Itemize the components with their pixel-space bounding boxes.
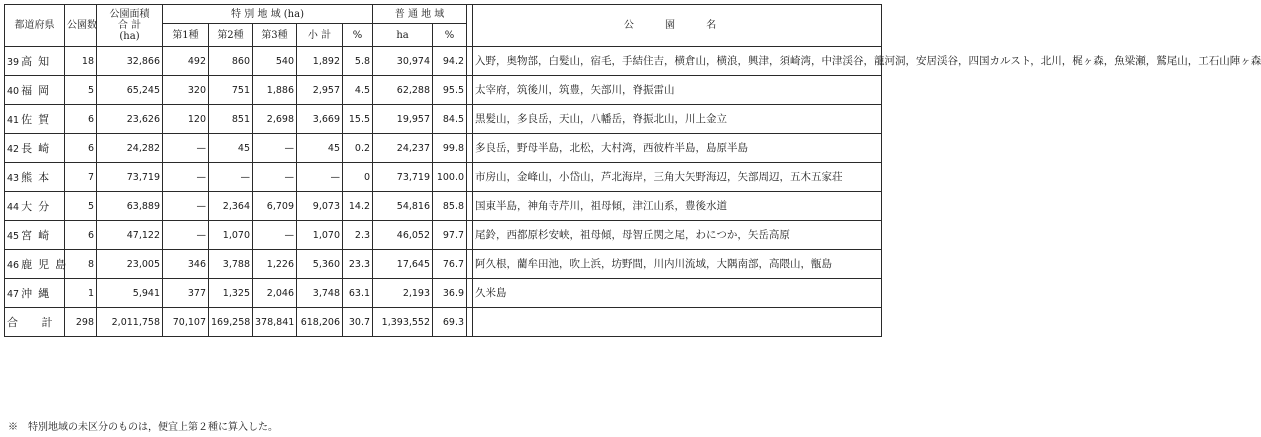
pref-name: 福岡: [21, 84, 56, 97]
park-count-cell: 1: [65, 279, 97, 308]
area-header-line1: 公園面積: [109, 9, 150, 20]
park-names-cell: 尾鈴，西都原杉安峡，祖母傾，母智丘関之尾，わにつか，矢岳高原: [473, 221, 882, 250]
pref-number: 41: [7, 115, 20, 126]
class3-area-cell: —: [253, 221, 297, 250]
special-pct-cell: 0: [343, 163, 373, 192]
pref-number: 40: [7, 86, 20, 97]
park-count-cell: 5: [65, 76, 97, 105]
col-header-special-pct: %: [343, 24, 373, 47]
pref-name: 沖縄: [21, 287, 56, 300]
park-count-cell: 7: [65, 163, 97, 192]
ordinary-area-cell: 73,719: [373, 163, 433, 192]
prefectural-parks-table: [4, 4, 1261, 337]
pref-number: 45: [7, 231, 20, 242]
ordinary-area-cell: 2,193: [373, 279, 433, 308]
special-pct-cell: 14.2: [343, 192, 373, 221]
table-row: [5, 250, 882, 279]
class1-area-cell: 120: [163, 105, 209, 134]
class1-area-cell: —: [163, 192, 209, 221]
table-row: [5, 47, 882, 76]
ordinary-area-cell: 46,052: [373, 221, 433, 250]
ordinary-area-cell: 24,237: [373, 134, 433, 163]
pref-cell: [5, 76, 65, 105]
ordinary-pct-cell: 99.8: [433, 134, 467, 163]
table-row: [5, 76, 882, 105]
park-count-cell: 8: [65, 250, 97, 279]
total-ordinary-pct-cell: 69.3: [433, 308, 467, 337]
special-pct-cell: 4.5: [343, 76, 373, 105]
ordinary-pct-cell: 94.2: [433, 47, 467, 76]
col-header-park-count: 公園数: [65, 5, 97, 47]
col-header-class2: 第2種: [209, 24, 253, 47]
ordinary-area-cell: 54,816: [373, 192, 433, 221]
table-row: [5, 134, 882, 163]
pref-cell: [5, 47, 65, 76]
class3-area-cell: —: [253, 134, 297, 163]
pref-name: 大分: [21, 200, 56, 213]
park-area-cell: 32,866: [97, 47, 163, 76]
class2-area-cell: 860: [209, 47, 253, 76]
park-count-cell: 6: [65, 134, 97, 163]
table-body: [5, 47, 1261, 337]
park-names-cell: 国東半島，神角寺芹川，祖母傾，津江山系，豊後水道: [473, 192, 882, 221]
total-class3-area-cell: 378,841: [253, 308, 297, 337]
pref-name: 宮崎: [21, 229, 56, 242]
class3-area-cell: 1,886: [253, 76, 297, 105]
class1-area-cell: 377: [163, 279, 209, 308]
footnote: ※ 特別地域の未区分のものは，便宜上第２種に算入した。: [8, 422, 278, 433]
area-header-line2: 合 計: [117, 20, 142, 31]
special-pct-cell: 23.3: [343, 250, 373, 279]
special-subtotal-cell: 5,360: [297, 250, 343, 279]
ordinary-pct-cell: 100.0: [433, 163, 467, 192]
pref-cell: [5, 163, 65, 192]
total-special-pct-cell: 30.7: [343, 308, 373, 337]
park-names-cell: 久米島: [473, 279, 882, 308]
class2-area-cell: 2,364: [209, 192, 253, 221]
class2-area-cell: 751: [209, 76, 253, 105]
class2-area-cell: 1,070: [209, 221, 253, 250]
total-label: 合 計: [5, 308, 65, 337]
class2-area-cell: 851: [209, 105, 253, 134]
total-park-count-cell: 298: [65, 308, 97, 337]
park-names-cell: 入野，奥物部，白髪山，宿毛，手結住吉，横倉山，横浪，興津，須崎湾，中津渓谷，龍河洞，安居渓谷，四国カルスト，北川，梶ヶ森，魚梁瀬，鷲尾山，工石山陣ヶ森: [473, 47, 882, 76]
total-park-area-cell: 2,011,758: [97, 308, 163, 337]
ordinary-pct-cell: 84.5: [433, 105, 467, 134]
park-area-cell: 5,941: [97, 279, 163, 308]
class1-area-cell: —: [163, 163, 209, 192]
ordinary-pct-cell: 85.8: [433, 192, 467, 221]
special-pct-cell: 15.5: [343, 105, 373, 134]
special-subtotal-cell: 1,070: [297, 221, 343, 250]
ordinary-pct-cell: 36.9: [433, 279, 467, 308]
total-park-names-cell: [473, 308, 882, 337]
col-header-ordinary: 普 通 地 域: [373, 5, 467, 24]
pref-number: 42: [7, 144, 20, 155]
special-subtotal-cell: 3,748: [297, 279, 343, 308]
class1-area-cell: 492: [163, 47, 209, 76]
total-special-subtotal-cell: 618,206: [297, 308, 343, 337]
table-row: [5, 221, 882, 250]
class2-area-cell: 1,325: [209, 279, 253, 308]
park-area-cell: 63,889: [97, 192, 163, 221]
ordinary-area-cell: 62,288: [373, 76, 433, 105]
class1-area-cell: —: [163, 221, 209, 250]
pref-cell: [5, 192, 65, 221]
pref-number: 47: [7, 289, 20, 300]
special-subtotal-cell: 1,892: [297, 47, 343, 76]
class3-area-cell: 1,226: [253, 250, 297, 279]
park-count-cell: 6: [65, 221, 97, 250]
park-names-cell: 阿久根，藺牟田池，吹上浜，坊野間，川内川流域，大隅南部，高隈山，甑島: [473, 250, 882, 279]
class3-area-cell: 2,046: [253, 279, 297, 308]
table-row: [5, 279, 882, 308]
ordinary-pct-cell: 95.5: [433, 76, 467, 105]
park-area-cell: 47,122: [97, 221, 163, 250]
special-subtotal-cell: —: [297, 163, 343, 192]
class2-area-cell: —: [209, 163, 253, 192]
park-area-cell: 23,005: [97, 250, 163, 279]
pref-name: 長崎: [21, 142, 56, 155]
park-names-cell: 市房山，金峰山，小岱山，芦北海岸，三角大矢野海辺，矢部周辺，五木五家荘: [473, 163, 882, 192]
total-class1-area-cell: 70,107: [163, 308, 209, 337]
table-row: [5, 192, 882, 221]
special-subtotal-cell: 2,957: [297, 76, 343, 105]
special-pct-cell: 5.8: [343, 47, 373, 76]
col-header-ordinary-pct: %: [433, 24, 467, 47]
class2-area-cell: 3,788: [209, 250, 253, 279]
class1-area-cell: 320: [163, 76, 209, 105]
pref-cell: [5, 279, 65, 308]
ordinary-pct-cell: 97.7: [433, 221, 467, 250]
pref-name: 佐賀: [21, 113, 56, 126]
class3-area-cell: 6,709: [253, 192, 297, 221]
park-area-cell: 73,719: [97, 163, 163, 192]
class3-area-cell: 540: [253, 47, 297, 76]
pref-number: 43: [7, 173, 20, 184]
park-area-cell: 23,626: [97, 105, 163, 134]
pref-name: 熊本: [21, 171, 56, 184]
pref-number: 39: [7, 57, 20, 68]
park-count-cell: 18: [65, 47, 97, 76]
park-count-cell: 5: [65, 192, 97, 221]
pref-cell: [5, 134, 65, 163]
special-subtotal-cell: 3,669: [297, 105, 343, 134]
col-header-special: 特 別 地 域 (ha): [163, 5, 373, 24]
park-names-cell: 多良岳，野母半島，北松，大村湾，西彼杵半島，島原半島: [473, 134, 882, 163]
special-pct-cell: 63.1: [343, 279, 373, 308]
ordinary-area-cell: 30,974: [373, 47, 433, 76]
special-subtotal-cell: 9,073: [297, 192, 343, 221]
ordinary-area-cell: 19,957: [373, 105, 433, 134]
col-header-pref: 都道府県: [5, 5, 65, 47]
col-header-class1: 第1種: [163, 24, 209, 47]
pref-name: 高知: [21, 55, 56, 68]
col-header-class3: 第3種: [253, 24, 297, 47]
class1-area-cell: 346: [163, 250, 209, 279]
table-row: [5, 105, 882, 134]
header-row-top: [5, 5, 882, 24]
total-class2-area-cell: 169,258: [209, 308, 253, 337]
pref-name: 鹿児島: [21, 258, 73, 271]
pref-cell: [5, 221, 65, 250]
class1-area-cell: —: [163, 134, 209, 163]
special-pct-cell: 2.3: [343, 221, 373, 250]
park-count-cell: 6: [65, 105, 97, 134]
col-header-park-names: 公 園 名: [473, 5, 882, 47]
pref-cell: [5, 105, 65, 134]
special-subtotal-cell: 45: [297, 134, 343, 163]
special-pct-cell: 0.2: [343, 134, 373, 163]
park-area-cell: 24,282: [97, 134, 163, 163]
class3-area-cell: —: [253, 163, 297, 192]
class3-area-cell: 2,698: [253, 105, 297, 134]
pref-cell: [5, 250, 73, 279]
pref-number: 44: [7, 202, 20, 213]
park-names-cell: 黒髪山，多良岳，天山，八幡岳，脊振北山，川上金立: [473, 105, 882, 134]
park-names-cell: 太宰府，筑後川，筑豊，矢部川，脊振雷山: [473, 76, 882, 105]
area-header-unit: (ha): [119, 31, 140, 42]
total-ordinary-area-cell: 1,393,552: [373, 308, 433, 337]
col-header-subtotal: 小 計: [297, 24, 343, 47]
pref-number: 46: [7, 260, 20, 271]
table-row: [5, 163, 882, 192]
col-header-ordinary-ha: ha: [373, 24, 433, 47]
ordinary-area-cell: 17,645: [373, 250, 433, 279]
total-row: [5, 308, 882, 337]
ordinary-pct-cell: 76.7: [433, 250, 467, 279]
class2-area-cell: 45: [209, 134, 253, 163]
park-area-cell: 65,245: [97, 76, 163, 105]
col-header-area: [97, 5, 163, 47]
